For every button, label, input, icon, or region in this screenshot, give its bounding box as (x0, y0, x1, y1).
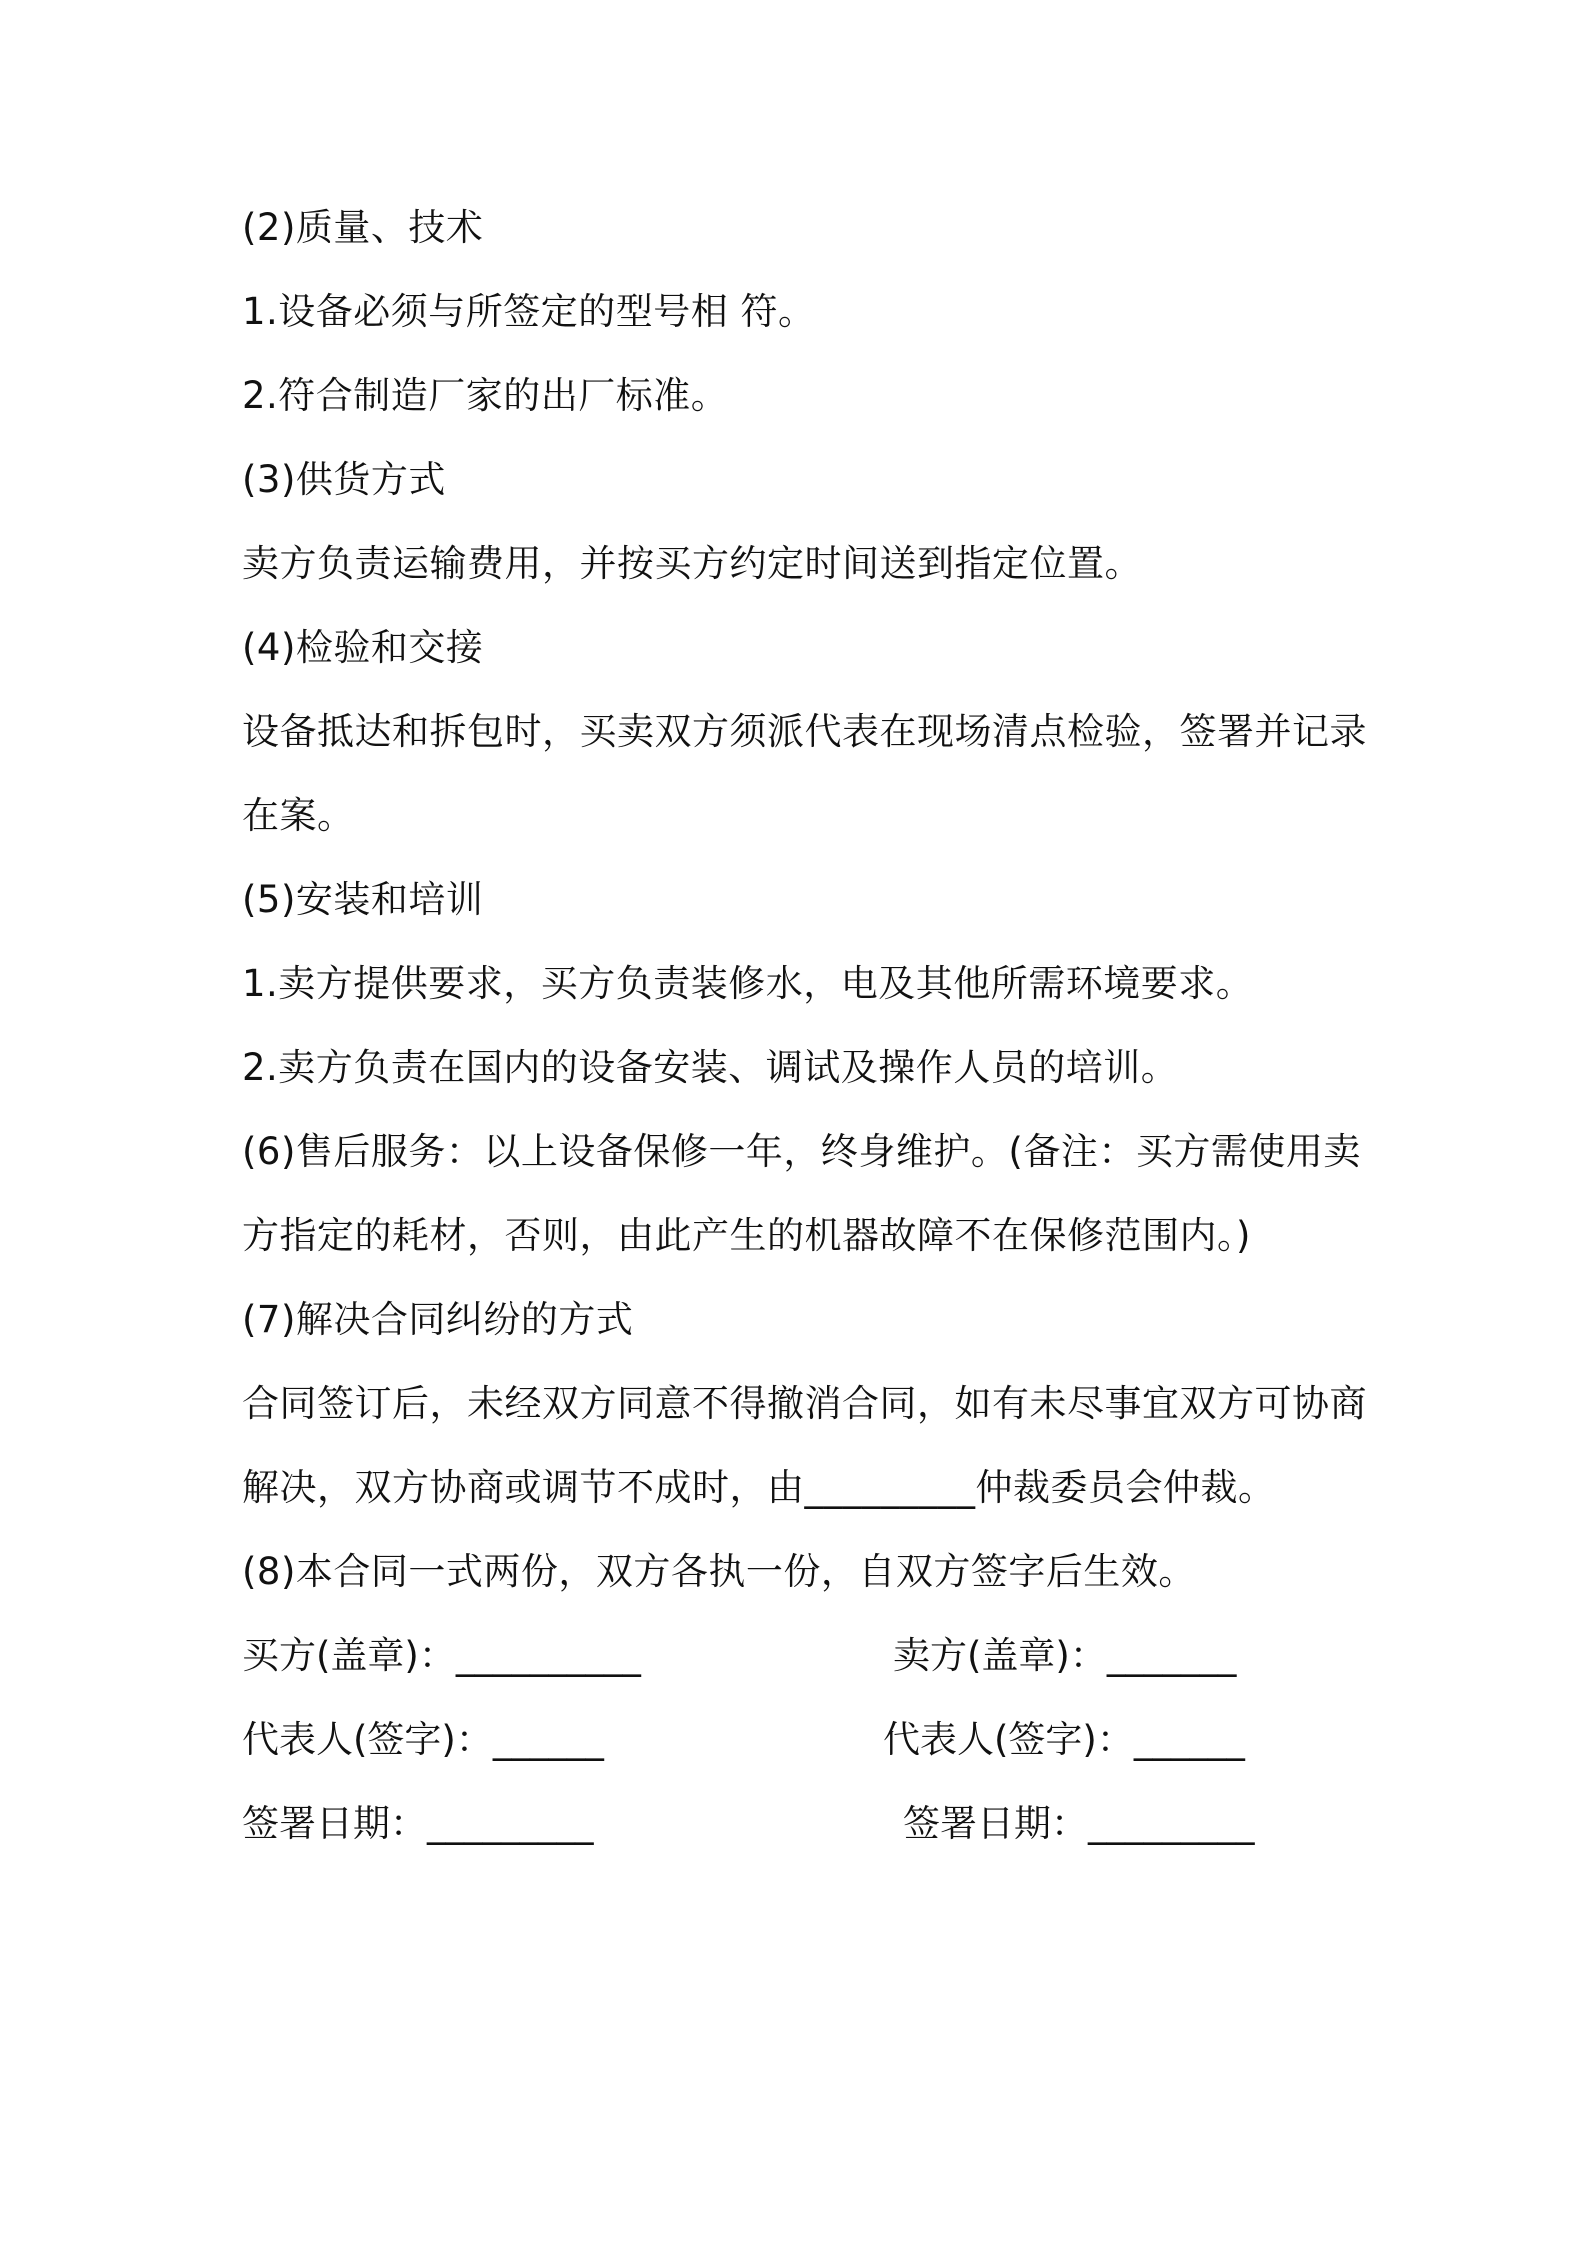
section-supply-heading: (3)供货方式 (242, 458, 446, 501)
after-sales-text-line-2: 方指定的耗材，否则，由此产生的机器故障不在保修范围内。) (242, 1214, 1251, 1257)
section-copies-text: (8)本合同一式两份，双方各执一份，自双方签字后生效。 (242, 1550, 1196, 1593)
supply-text: 卖方负责运输费用，并按买方约定时间送到指定位置。 (242, 542, 1142, 585)
installation-item-1: 1.卖方提供要求，买方负责装修水，电及其他所需环境要求。 (242, 962, 1254, 1005)
seller-seal-field: 卖方(盖章)：_______ (893, 1634, 1237, 1677)
buyer-seal-field: 买方(盖章)：__________ (242, 1634, 641, 1677)
seller-date-field: 签署日期：_________ (903, 1802, 1255, 1845)
installation-item-2: 2.卖方负责在国内的设备安装、调试及操作人员的培训。 (242, 1046, 1179, 1089)
dispute-text-line-1: 合同签订后，未经双方同意不得撤消合同，如有未尽事宜双方可协商 (242, 1382, 1367, 1425)
section-installation-heading: (5)安装和培训 (242, 878, 484, 921)
dispute-text-line-2: 解决，双方协商或调节不成时，由_________仲裁委员会仲裁。 (242, 1466, 1276, 1509)
seller-representative-field: 代表人(签字)：______ (883, 1718, 1245, 1761)
buyer-date-field: 签署日期：_________ (242, 1802, 594, 1845)
inspection-text-line-1: 设备抵达和拆包时，买卖双方须派代表在现场清点检验，签署并记录 (242, 710, 1367, 753)
section-quality-heading: (2)质量、技术 (242, 206, 484, 249)
after-sales-text-line-1: (6)售后服务：以上设备保修一年，终身维护。(备注：买方需使用卖 (242, 1130, 1361, 1173)
section-dispute-heading: (7)解决合同纠纷的方式 (242, 1298, 634, 1341)
buyer-representative-field: 代表人(签字)：______ (242, 1718, 604, 1761)
inspection-text-line-2: 在案。 (242, 794, 355, 837)
quality-item-2: 2.符合制造厂家的出厂标准。 (242, 374, 729, 417)
quality-item-1: 1.设备必须与所签定的型号相 符。 (242, 290, 816, 333)
section-inspection-heading: (4)检验和交接 (242, 626, 484, 669)
